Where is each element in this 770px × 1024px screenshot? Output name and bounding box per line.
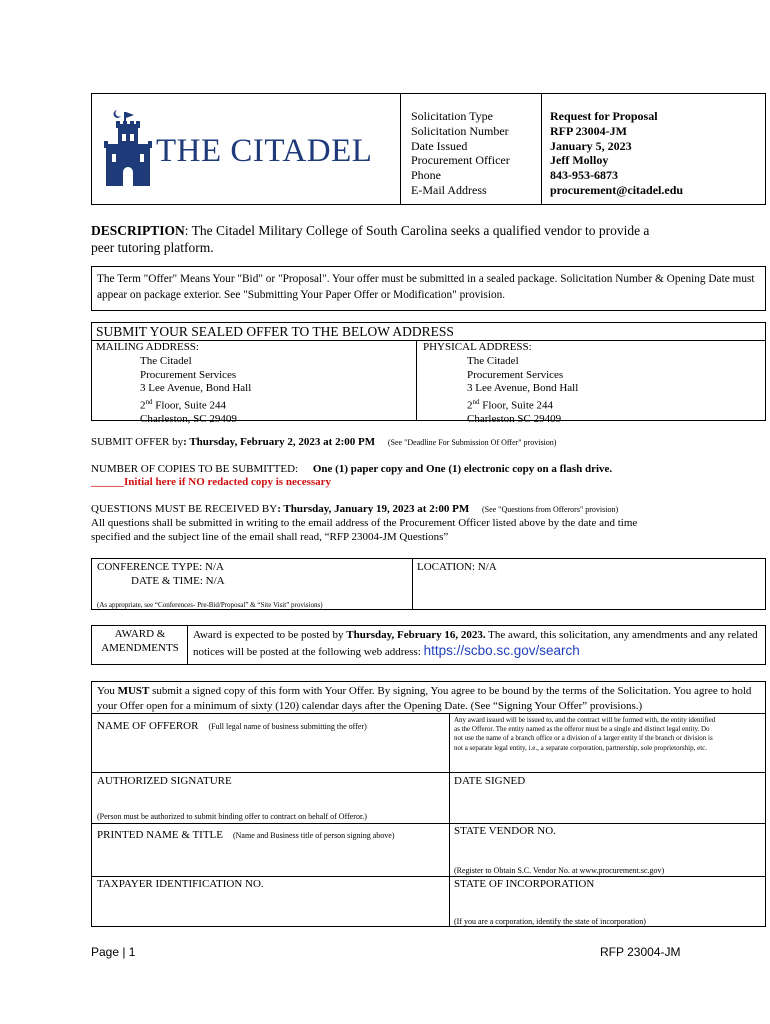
footer-rfp-ref: RFP 23004-JM [600, 945, 681, 959]
award-date: Thursday, February 16, 2023. [346, 629, 486, 641]
authorized-signature-label[interactable]: AUTHORIZED SIGNATURE [97, 775, 232, 787]
name-offeror-info: Any award issued will be issued to, and the contract will be formed with, the entity identified as the Offeror. The entity named as the offeror must be a single and distinct legal entity. Do not use the name of a branch office or a division of a larger entity if the branch or division is not a separate legal entity, i.e., a separate corporation, partnership, sole proprietorship, etc. [454, 716, 716, 752]
name-offeror-label: NAME OF OFFEROR [97, 720, 199, 732]
mailing-line-3: 3 Lee Avenue, Bond Hall [140, 382, 252, 395]
mailing-line-2: Procurement Services [140, 368, 237, 381]
questions-note: (See "Questions from Offerors" provision) [481, 505, 619, 514]
submit-label: SUBMIT OFFER by [91, 436, 184, 448]
initial-blank[interactable]: ______ [91, 476, 124, 488]
copies-label: NUMBER OF COPIES TO BE SUBMITTED: [91, 463, 299, 475]
footer-page-number: Page | 1 [91, 945, 136, 959]
label-solicitation-number: Solicitation Number [411, 123, 509, 138]
address-title: SUBMIT YOUR SEALED OFFER TO THE BELOW ADDRESS [96, 324, 454, 339]
printed-name-label: PRINTED NAME & TITLE [97, 829, 223, 841]
mailing-address [140, 355, 251, 427]
submit-date: : Thursday, February 2, 2023 at 2:00 PM [183, 436, 376, 448]
conference-location: LOCATION: N/A [417, 561, 497, 573]
address-col-divider [416, 340, 417, 421]
initial-line [91, 476, 331, 490]
date-signed-label[interactable]: DATE SIGNED [454, 775, 526, 787]
copies-value: One (1) paper copy and One (1) electronic copy on a flash drive. [312, 463, 613, 475]
questions-date: : Thursday, January 19, 2023 at 2:00 PM [277, 503, 470, 515]
mailing-label: MAILING ADDRESS: [96, 341, 199, 353]
conference-divider [412, 558, 413, 610]
sign-line-2 [91, 772, 766, 773]
description-label: DESCRIPTION [91, 223, 185, 238]
mailing-line-floor: 2nd Floor, Suite 244 [140, 397, 227, 412]
state-vendor-label[interactable]: STATE VENDOR NO. [454, 825, 556, 837]
questions-line [91, 503, 618, 517]
physical-line-4: Charleston SC 29409 [467, 413, 562, 426]
sign-vdivider [449, 713, 450, 927]
label-solicitation-type: Solicitation Type [411, 109, 493, 123]
copies-line [91, 463, 612, 477]
header-divider-2 [541, 93, 542, 205]
state-incorporation-note: (If you are a corporation, identify the state of incorporation) [454, 917, 646, 926]
header-labels [411, 109, 510, 198]
description-text: : The Citadel Military College of South Carolina seeks a qualified vendor to provide a peer tutoring platform. [91, 223, 650, 255]
printed-name-field[interactable] [97, 825, 395, 843]
citadel-logo [104, 106, 152, 186]
questions-label: QUESTIONS MUST BE RECEIVED BY [91, 503, 278, 515]
value-solicitation-number: RFP 23004-JM [550, 123, 627, 138]
physical-line-2: Procurement Services [467, 368, 564, 381]
submit-offer-line [91, 436, 556, 450]
offer-text: The Term "Offer" Means Your "Bid" or "Proposal". Your offer must be submitted in a sealed package. Solicitation Number & Opening Date must appear on package exterior. See "Submitting Your Paper Offer or Modification" provision. [97, 273, 755, 301]
initial-text: Initial here if NO redacted copy is necessary [124, 476, 332, 488]
physical-line-3: 3 Lee Avenue, Bond Hall [467, 382, 579, 395]
value-email[interactable]: procurement@citadel.edu [550, 182, 684, 197]
description [91, 222, 671, 256]
award-divider [187, 625, 188, 665]
value-date-issued: January 5, 2023 [550, 138, 632, 153]
label-date-issued: Date Issued [411, 138, 468, 153]
mailing-line-4: Charleston, SC 29409 [140, 413, 237, 426]
award-text: Award is expected to be posted by Thursday, February 16, 2023. The award, this solicitation, any amendments and any related notices will be posted at the following web address: https://scbo.sc.gov/search [193, 629, 758, 658]
award-link[interactable]: https://scbo.sc.gov/search [423, 643, 580, 658]
taxpayer-id-label[interactable]: TAXPAYER IDENTIFICATION NO. [97, 878, 264, 890]
header-divider-1 [400, 93, 401, 205]
value-procurement-officer: Jeff Molloy [550, 153, 609, 168]
value-solicitation-type: Request for Proposal [550, 109, 658, 123]
conference-note: (As appropriate, see “Conferences- Pre-Bid/Proposal” & “Site Visit” provisions) [97, 601, 323, 609]
value-phone: 843-953-6873 [550, 168, 618, 183]
physical-line-floor: 2nd Floor, Suite 244 [467, 397, 554, 412]
conference-datetime: DATE & TIME: N/A [131, 575, 225, 587]
printed-name-note: (Name and Business title of person signing above) [232, 831, 395, 840]
name-offeror-field[interactable] [97, 716, 367, 734]
submit-note: (See "Deadline For Submission Of Offer" provision) [387, 438, 557, 447]
header-values [550, 109, 683, 198]
physical-label: PHYSICAL ADDRESS: [423, 341, 532, 353]
questions-text: All questions shall be submitted in writing to the email address of the Procurement Officer listed above by the date and time specified and the subject line of the email shall read, “RFP 23004-JM Questions” [91, 517, 638, 543]
label-procurement-officer: Procurement Officer [411, 153, 510, 168]
logo-text: THE CITADEL [156, 133, 373, 169]
citadel-tower-icon [104, 106, 152, 186]
authorized-signature-note: (Person must be authorized to submit binding offer to contract on behalf of Offeror.) [97, 812, 367, 821]
sign-line-4 [91, 876, 766, 877]
award-label: AWARD & AMENDMENTS [101, 628, 179, 654]
label-email: E-Mail Address [411, 182, 487, 197]
sign-intro: You MUST submit a signed copy of this form with Your Offer. By signing, You agree to be bound by the terms of the Solicitation. You agree to hold your Offer open for a minimum of sixty (120) calendar days after the Opening Date. (See “Signing Your Offer” provisions.) [97, 685, 752, 712]
name-offeror-note: (Full legal name of business submitting the offer) [208, 722, 367, 731]
conference-type: CONFERENCE TYPE: N/A [97, 561, 224, 573]
state-vendor-note: (Register to Obtain S.C. Vendor No. at www.procurement.sc.gov) [454, 866, 665, 875]
sign-line-3 [91, 823, 766, 824]
state-incorporation-label[interactable]: STATE OF INCORPORATION [454, 878, 595, 890]
mailing-line-1: The Citadel [140, 355, 192, 367]
sign-line-1 [91, 713, 766, 714]
physical-address [467, 355, 578, 427]
physical-line-1: The Citadel [467, 355, 519, 367]
label-phone: Phone [411, 168, 441, 183]
